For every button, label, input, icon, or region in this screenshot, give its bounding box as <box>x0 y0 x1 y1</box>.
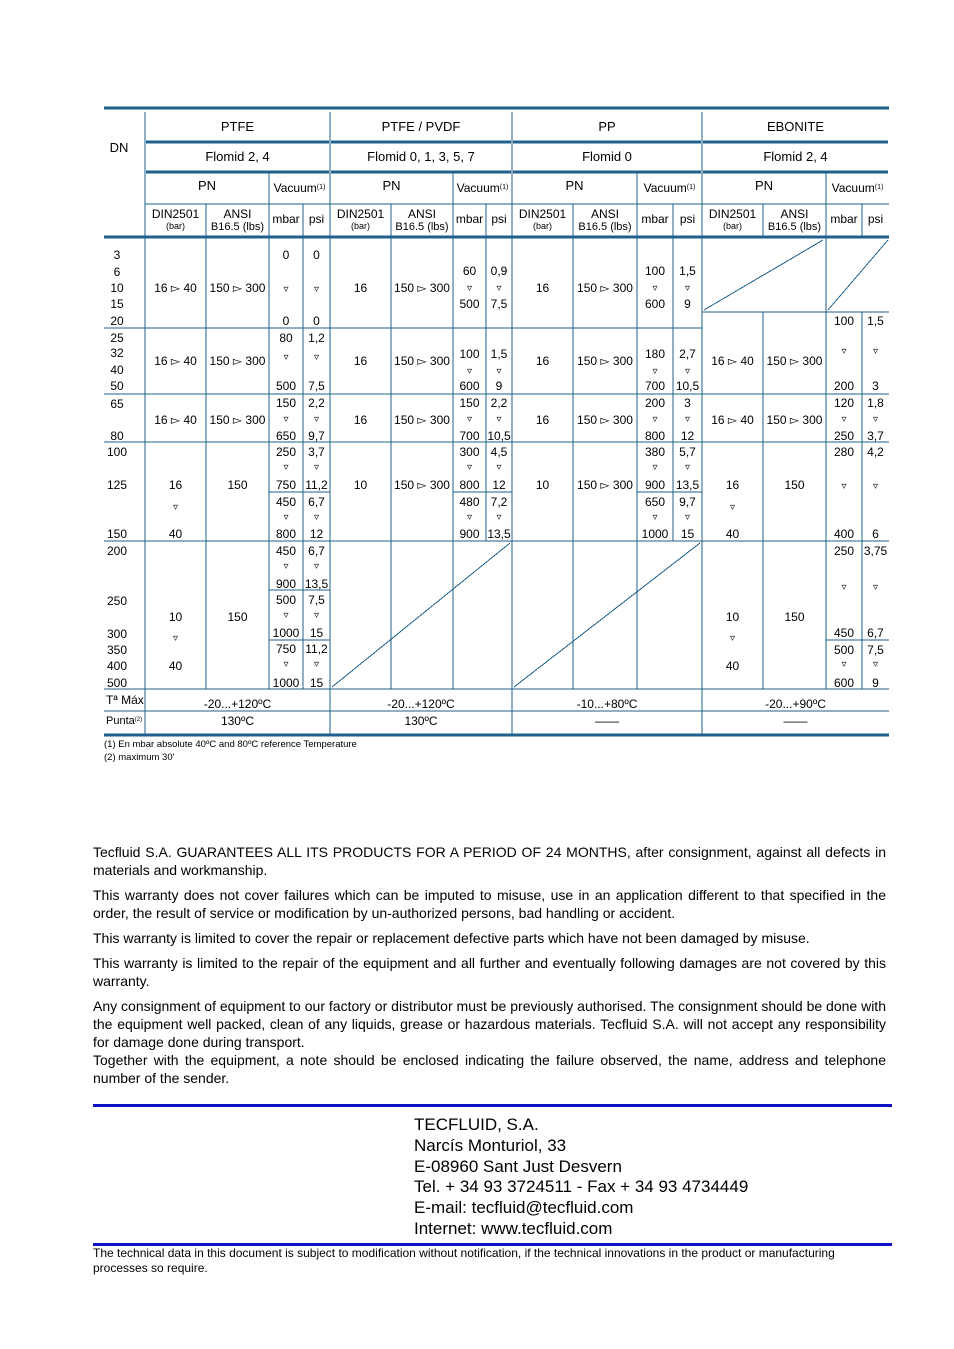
vacuum-mbar-value: 1000 <box>272 626 300 640</box>
vacuum-mbar-value: 500 <box>275 593 297 607</box>
mbar-header: mbar <box>272 212 300 226</box>
vacuum-psi-value: 9,7 <box>308 429 325 443</box>
vacuum-mbar-value: 800 <box>275 527 297 541</box>
pn-din-value: 16 <box>353 281 368 295</box>
vacuum-psi-value: ▿ <box>313 561 320 572</box>
vacuum-psi-value: ▿ <box>872 582 879 593</box>
vacuum-psi-value: ▿ <box>872 346 879 357</box>
ansi-header: ANSI <box>780 207 809 221</box>
vacuum-psi-value: 7,5 <box>490 297 508 311</box>
vacuum-mbar-value: 380 <box>644 445 666 459</box>
dn-value: 350 <box>106 643 128 657</box>
material-header: PP <box>598 119 616 134</box>
dn-value: 3 <box>113 248 121 262</box>
vacuum-mbar-value: 80 <box>279 331 293 345</box>
pn-din-value: 16 ▻ 40 <box>711 413 754 427</box>
pn-ansi-value: 150 <box>784 610 805 624</box>
vacuum-psi-value: 4,2 <box>867 445 884 459</box>
pn-din-value: 40 <box>168 659 183 673</box>
psi-header: psi <box>679 212 696 226</box>
vacuum-mbar-value: ▿ <box>841 659 847 670</box>
company-address <box>414 1115 748 1240</box>
model-header: Flomid 0, 1, 3, 5, 7 <box>367 149 475 164</box>
vacuum-psi-value: 1,5 <box>867 314 884 328</box>
vacuum-psi-value: ▿ <box>872 659 879 670</box>
vacuum-mbar-value: ▿ <box>283 512 289 523</box>
dn-value: 25 <box>110 331 124 345</box>
vacuum-mbar-value: 120 <box>833 396 855 410</box>
model-header: Flomid 0 <box>582 149 632 164</box>
vacuum-psi-value: 1,8 <box>867 396 884 410</box>
pn-ansi-value: 150 ▻ 300 <box>209 354 266 368</box>
vacuum-psi-value: 9 <box>684 297 691 311</box>
vacuum-psi-value: ▿ <box>872 414 879 425</box>
vacuum-mbar-value: 60 <box>462 264 477 278</box>
vacuum-psi-value: 1,2 <box>308 331 325 345</box>
vacuum-mbar-value: 450 <box>275 495 297 509</box>
ansi-unit: B16.5 (lbs) <box>210 221 265 233</box>
vacuum-mbar-value: 650 <box>644 495 666 509</box>
pn-ansi-value: 150 ▻ 300 <box>209 281 266 295</box>
pn-din-value: 16 <box>725 478 740 492</box>
company-email: E-mail: tecfluid@tecfluid.com <box>414 1198 634 1218</box>
vacuum-psi-value: 7,2 <box>490 495 508 509</box>
vacuum-mbar-value: ▿ <box>283 352 289 363</box>
ansi-header: ANSI <box>407 207 437 221</box>
vacuum-psi-value: 3,7 <box>867 429 884 443</box>
vacuum-psi-value: 0 <box>313 248 320 262</box>
vacuum-mbar-value: 700 <box>644 379 666 393</box>
vacuum-psi-value: 9,7 <box>679 495 696 509</box>
vacuum-mbar-value: 0 <box>282 248 290 262</box>
vacuum-psi-value: 6,7 <box>308 544 325 558</box>
vacuum-mbar-value: 600 <box>833 676 855 690</box>
warranty-paragraph: Tecfluid S.A. GUARANTEES ALL ITS PRODUCTS FOR A PERIOD OF 24 MONTHS, after consignment, against all defects in materials and workmanship. <box>93 844 886 878</box>
company-phone: Tel. + 34 93 3724511 - Fax + 34 93 4734449 <box>414 1177 749 1197</box>
vacuum-psi-value: 12 <box>680 429 695 443</box>
vacuum-mbar-value: ▿ <box>466 283 473 294</box>
pn-din-value: 40 <box>725 659 740 673</box>
vacuum-psi-value: 9 <box>495 379 503 393</box>
warranty-paragraph: This warranty is limited to cover the repair or replacement defective parts which have not been damaged by misuse. <box>93 930 810 946</box>
vacuum-mbar-value: 450 <box>275 544 297 558</box>
pn-din-value: 16 <box>353 354 368 368</box>
pn-ansi-value: 150 ▻ 300 <box>766 354 823 368</box>
pn-ansi-value: 150 <box>227 478 248 492</box>
vacuum-psi-value: ▿ <box>684 512 691 523</box>
not-applicable-diagonal <box>828 240 888 310</box>
pn-ansi-value: 150 ▻ 300 <box>394 281 450 295</box>
vacuum-mbar-value: ▿ <box>841 582 847 593</box>
din-unit: (bar) <box>165 221 186 231</box>
vacuum-mbar-value: 100 <box>459 347 480 361</box>
pn-ansi-value: 150 <box>227 610 248 624</box>
vacuum-mbar-value: 300 <box>459 445 480 459</box>
vacuum-mbar-value: ▿ <box>841 346 847 357</box>
vacuum-psi-value: 5,7 <box>679 445 696 459</box>
vacuum-psi-value: ▿ <box>313 414 320 425</box>
vacuum-psi-value: ▿ <box>496 366 502 377</box>
table-notes <box>104 738 357 764</box>
dn-value: 20 <box>110 314 124 328</box>
pn-din-value: 16 ▻ 40 <box>711 354 754 368</box>
vacuum-mbar-value: 280 <box>833 445 855 459</box>
not-applicable-diagonal <box>704 240 823 310</box>
mbar-header: mbar <box>641 212 669 226</box>
vacuum-psi-value: 7,5 <box>867 643 884 657</box>
vacuum-psi-value: ▿ <box>496 414 502 425</box>
vacuum-mbar-value: ▿ <box>652 414 658 425</box>
ansi-unit: B16.5 (lbs) <box>767 221 822 233</box>
vacuum-psi-value: 15 <box>309 676 324 690</box>
vacuum-mbar-value: 750 <box>275 642 297 656</box>
vacuum-mbar-value: ▿ <box>652 366 658 377</box>
pn-din-value: ▿ <box>729 502 736 513</box>
vacuum-mbar-value: ▿ <box>652 512 658 523</box>
din-unit: (bar) <box>350 221 371 231</box>
dn-value: 80 <box>110 429 124 443</box>
vacuum-psi-value: 3,75 <box>863 544 888 558</box>
pn-din-value: ▿ <box>172 502 179 513</box>
dn-header: DN <box>109 140 129 155</box>
vacuum-psi-value: 0 <box>313 314 320 328</box>
peak-temperature-value: —— <box>783 714 808 728</box>
max-temperature-value: -10...+80ºC <box>576 697 638 711</box>
vacuum-header: Vacuum$^{(1)}$ <box>831 181 884 195</box>
din-header: DIN2501 <box>336 207 385 221</box>
pn-din-value: 40 <box>725 527 740 541</box>
vacuum-psi-value: 2,2 <box>490 396 508 410</box>
vacuum-mbar-value: ▿ <box>652 462 658 473</box>
warranty-text <box>93 843 886 1094</box>
vacuum-mbar-value: ▿ <box>466 462 473 473</box>
psi-header: psi <box>308 212 325 226</box>
vacuum-mbar-value: 500 <box>459 297 480 311</box>
company-name: TECFLUID, S.A. <box>414 1115 539 1134</box>
vacuum-psi-value: ▿ <box>313 610 320 621</box>
pn-ansi-value: 150 ▻ 300 <box>577 354 633 368</box>
footer-disclaimer: The technical data in this document is subject to modification without notification, if the technical innovations in the product or manufacturing processes so require. <box>93 1246 835 1275</box>
dn-value: 200 <box>106 544 128 558</box>
pn-header: PN <box>382 178 401 193</box>
pn-din-value: 16 ▻ 40 <box>154 281 197 295</box>
mbar-header: mbar <box>830 212 858 226</box>
vacuum-psi-value: ▿ <box>313 659 320 670</box>
pn-din-value: 16 <box>535 281 550 295</box>
vacuum-mbar-value: 150 <box>275 396 297 410</box>
din-unit: (bar) <box>532 221 553 231</box>
dn-value: 10 <box>110 281 124 295</box>
vacuum-mbar-value: 600 <box>459 379 480 393</box>
pn-din-value: 10 <box>168 610 183 624</box>
din-unit: (bar) <box>722 221 743 231</box>
ansi-unit: B16.5 (lbs) <box>578 221 632 233</box>
max-temperature-value: -20...+120ºC <box>203 697 272 711</box>
dn-value: 50 <box>110 379 124 393</box>
vacuum-mbar-value: 900 <box>644 478 666 492</box>
pn-din-value: 16 <box>535 413 550 427</box>
dn-value: 250 <box>106 594 128 608</box>
vacuum-mbar-value: 450 <box>833 626 855 640</box>
model-header: Flomid 2, 4 <box>763 149 828 164</box>
vacuum-psi-value: 12 <box>492 478 506 492</box>
vacuum-mbar-value: 250 <box>833 429 855 443</box>
vacuum-header: Vacuum$^{(1)}$ <box>456 181 509 195</box>
pn-din-value: 10 <box>535 478 550 492</box>
din-header: DIN2501 <box>518 207 567 221</box>
vacuum-mbar-value: ▿ <box>652 283 658 294</box>
vacuum-header: Vacuum$^{(1)}$ <box>273 181 326 195</box>
vacuum-mbar-value: 200 <box>833 379 855 393</box>
pn-din-value: ▿ <box>729 633 736 644</box>
vacuum-mbar-value: ▿ <box>283 610 289 621</box>
vacuum-psi-value: 0,9 <box>490 264 508 278</box>
pn-ansi-value: 150 ▻ 300 <box>577 478 633 492</box>
peak-temperature-value: —— <box>595 714 619 728</box>
dn-value: 40 <box>110 363 124 377</box>
vacuum-mbar-value: 900 <box>275 577 297 591</box>
note-peak: (2) maximum 30' <box>104 752 175 763</box>
warranty-paragraph: This warranty does not cover failures which can be imputed to misuse, use in an application different to that specified in the order, the result of service or modification by un-authorized persons, bad handling or accident. <box>93 887 886 921</box>
vacuum-mbar-value: 200 <box>644 396 666 410</box>
vacuum-mbar-value: 0 <box>282 314 290 328</box>
vacuum-mbar-value: ▿ <box>466 366 473 377</box>
max-temperature-value: -20...+90ºC <box>765 697 826 711</box>
dn-value: 6 <box>113 265 121 279</box>
ansi-unit: B16.5 (lbs) <box>395 221 449 233</box>
vacuum-header: Vacuum$^{(1)}$ <box>643 181 696 195</box>
vacuum-psi-value: ▿ <box>684 414 691 425</box>
not-applicable-diagonal <box>514 543 700 687</box>
pn-ansi-value: 150 ▻ 300 <box>577 413 633 427</box>
vacuum-mbar-value: ▿ <box>283 561 289 572</box>
divider-top <box>93 1104 892 1107</box>
vacuum-psi-value: 3,7 <box>308 445 325 459</box>
vacuum-mbar-value: 500 <box>275 379 297 393</box>
vacuum-mbar-value: 600 <box>644 297 666 311</box>
pn-din-value: 16 ▻ 40 <box>154 354 197 368</box>
vacuum-mbar-value: ▿ <box>283 414 289 425</box>
vacuum-mbar-value: ▿ <box>841 414 847 425</box>
vacuum-mbar-value: 1000 <box>272 676 300 690</box>
dn-value: 500 <box>106 676 128 690</box>
pn-din-value: 16 <box>168 478 183 492</box>
max-temperature-value: -20...+120ºC <box>387 697 455 711</box>
pn-din-value: ▿ <box>172 633 179 644</box>
pn-din-value: 16 <box>535 354 550 368</box>
vacuum-mbar-value: 1000 <box>641 527 669 541</box>
vacuum-psi-value: 2,2 <box>308 396 325 410</box>
vacuum-psi-value: 4,5 <box>490 445 508 459</box>
vacuum-mbar-value: 250 <box>275 445 297 459</box>
pn-ansi-value: 150 ▻ 300 <box>394 354 450 368</box>
vacuum-psi-value: ▿ <box>313 512 320 523</box>
peak-temperature-value: 130ºC <box>220 714 255 728</box>
vacuum-mbar-value: 180 <box>644 347 666 361</box>
warranty-paragraph: Any consignment of equipment to our factory or distributor must be previously authorised. The consignment should be done with the equipment well packed, clean of any liquids, grease or hazardous materials. Tecfluid S.A. will not accept any responsibility for damage done during transport. <box>93 998 886 1050</box>
vacuum-psi-value: 7,5 <box>308 593 325 607</box>
dn-value: 15 <box>110 297 124 311</box>
mbar-header: mbar <box>455 212 484 226</box>
peak-temperature-label: Punta$^{(2)}$ <box>106 715 143 727</box>
vacuum-mbar-value: 100 <box>644 264 666 278</box>
vacuum-mbar-value: ▿ <box>283 284 289 295</box>
vacuum-mbar-value: 250 <box>833 544 855 558</box>
not-applicable-diagonal <box>332 543 510 687</box>
vacuum-psi-value: 9 <box>872 676 879 690</box>
material-header: PTFE <box>220 119 255 134</box>
vacuum-psi-value: 10,5 <box>675 379 700 393</box>
company-web: Internet: www.tecfluid.com <box>414 1218 613 1238</box>
din-header: DIN2501 <box>708 207 757 221</box>
ansi-header: ANSI <box>223 207 252 221</box>
vacuum-mbar-value: ▿ <box>841 481 847 492</box>
vacuum-mbar-value: ▿ <box>283 462 289 473</box>
vacuum-mbar-value: 500 <box>833 643 855 657</box>
vacuum-mbar-value: 800 <box>459 478 480 492</box>
note-vacuum: (1) En mbar absolute 40ºC and 80ºC reference Temperature <box>104 739 357 750</box>
vacuum-mbar-value: 800 <box>644 429 666 443</box>
vacuum-psi-value: ▿ <box>684 462 691 473</box>
pn-ansi-value: 150 ▻ 300 <box>394 478 450 492</box>
vacuum-mbar-value: ▿ <box>466 414 473 425</box>
vacuum-psi-value: ▿ <box>496 283 502 294</box>
vacuum-psi-value: 11,2 <box>305 478 328 492</box>
pn-ansi-value: 150 ▻ 300 <box>577 281 633 295</box>
vacuum-psi-value: ▿ <box>313 462 320 473</box>
vacuum-mbar-value: 100 <box>833 314 855 328</box>
psi-header: psi <box>867 212 884 226</box>
vacuum-psi-value: ▿ <box>872 481 879 492</box>
vacuum-psi-value: 1,5 <box>679 264 696 278</box>
pn-din-value: 10 <box>725 610 740 624</box>
vacuum-psi-value: 2,7 <box>679 347 696 361</box>
vacuum-psi-value: 6 <box>872 527 879 541</box>
vacuum-psi-value: ▿ <box>496 512 502 523</box>
vacuum-mbar-value: 150 <box>459 396 480 410</box>
vacuum-mbar-value: ▿ <box>283 659 289 670</box>
vacuum-psi-value: 10,5 <box>487 429 511 443</box>
vacuum-psi-value: 15 <box>680 527 695 541</box>
pn-din-value: 40 <box>168 527 183 541</box>
pn-header: PN <box>197 178 217 193</box>
vacuum-psi-value: 3 <box>872 379 879 393</box>
vacuum-psi-value: 13,5 <box>487 527 511 541</box>
vacuum-mbar-value: 750 <box>275 478 297 492</box>
vacuum-psi-value: 1,5 <box>490 347 508 361</box>
vacuum-psi-value: ▿ <box>313 352 320 363</box>
vacuum-psi-value: 7,5 <box>308 379 325 393</box>
vacuum-mbar-value: 900 <box>459 527 480 541</box>
warranty-paragraph: This warranty is limited to the repair of the equipment and all further and eventually following damages are not covered by this warranty. <box>93 955 886 989</box>
max-temperature-label: Tª Máx <box>106 693 144 707</box>
vacuum-psi-value: ▿ <box>684 283 691 294</box>
vacuum-psi-value: 3 <box>684 396 691 410</box>
vacuum-psi-value: ▿ <box>684 366 691 377</box>
psi-header: psi <box>491 212 507 226</box>
dn-value: 100 <box>106 445 128 459</box>
din-header: DIN2501 <box>151 207 200 221</box>
pn-header: PN <box>754 178 774 193</box>
pn-din-value: 16 ▻ 40 <box>154 413 197 427</box>
dn-value: 400 <box>106 659 128 673</box>
vacuum-mbar-value: 480 <box>459 495 480 509</box>
company-street: Narcís Monturiol, 33 <box>414 1135 567 1155</box>
vacuum-mbar-value: 700 <box>459 429 480 443</box>
dn-value: 150 <box>106 527 128 541</box>
pn-header: PN <box>565 178 584 193</box>
vacuum-mbar-value: 650 <box>275 429 297 443</box>
dn-value: 32 <box>110 346 124 360</box>
pn-ansi-value: 150 ▻ 300 <box>766 413 823 427</box>
vacuum-psi-value: ▿ <box>496 462 502 473</box>
vacuum-mbar-value: 400 <box>833 527 855 541</box>
pn-din-value: 16 <box>353 413 368 427</box>
vacuum-psi-value: 11,2 <box>305 642 328 656</box>
warranty-paragraph: Together with the equipment, a note should be enclosed indicating the failure observed, the name, address and telephone number of the sender. <box>93 1052 886 1086</box>
vacuum-psi-value: 12 <box>309 527 324 541</box>
dn-value: 65 <box>110 397 124 411</box>
pn-ansi-value: 150 ▻ 300 <box>394 413 450 427</box>
vacuum-psi-value: 6,7 <box>308 495 325 509</box>
pn-ansi-value: 150 <box>784 478 805 492</box>
dn-value: 125 <box>106 478 128 492</box>
company-city: E-08960 Sant Just Desvern <box>414 1156 622 1176</box>
vacuum-psi-value: 6,7 <box>867 626 884 640</box>
pn-ansi-value: 150 ▻ 300 <box>209 413 266 427</box>
material-header: EBONITE <box>766 119 825 134</box>
ansi-header: ANSI <box>590 207 620 221</box>
pn-din-value: 10 <box>353 478 368 492</box>
vacuum-psi-value: 13,5 <box>304 577 329 591</box>
dn-value: 300 <box>106 627 128 641</box>
peak-temperature-value: 130ºC <box>404 714 438 728</box>
vacuum-psi-value: ▿ <box>313 284 320 295</box>
vacuum-mbar-value: ▿ <box>466 512 473 523</box>
vacuum-psi-value: 13,5 <box>675 478 700 492</box>
vacuum-psi-value: 15 <box>309 626 324 640</box>
material-header: PTFE / PVDF <box>381 119 461 134</box>
model-header: Flomid 2, 4 <box>205 149 270 164</box>
